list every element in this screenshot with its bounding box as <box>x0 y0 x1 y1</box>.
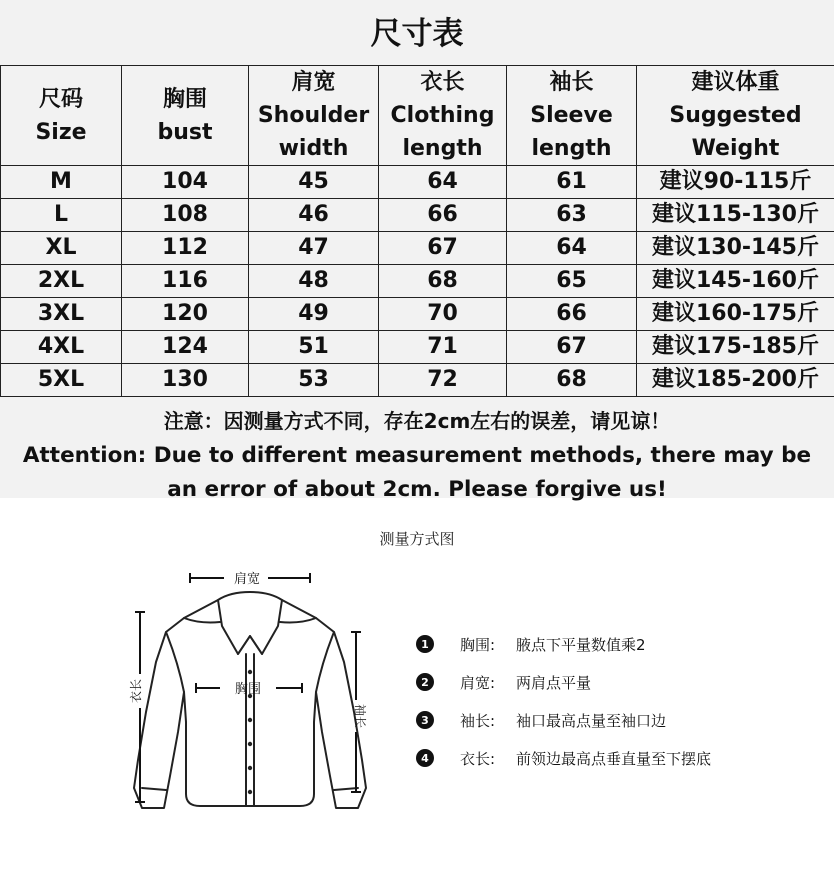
legend-item-clothing-length <box>416 739 711 777</box>
legend-description: 腋点下平量数值乘2 <box>516 635 646 654</box>
note-chinese: 注意：因测量方式不同，存在2cm左右的误差，请见谅！ <box>163 409 671 433</box>
table-row <box>1 298 834 331</box>
cell-shoulder: 49 <box>249 298 379 331</box>
cell-size: 3XL <box>1 298 122 331</box>
size-table <box>0 65 834 397</box>
sleeve-length-label: 袖长 <box>353 703 367 729</box>
shoulder-label: 肩宽 <box>233 572 261 587</box>
number-badge: 1 <box>416 635 434 653</box>
cell-shoulder: 46 <box>249 199 379 232</box>
table-header-row <box>1 66 834 166</box>
legend-description: 前领边最高点垂直量至下摆底 <box>516 749 712 768</box>
cell-clothing-length: 66 <box>379 199 507 232</box>
cell-size: 5XL <box>1 364 122 397</box>
cell-bust: 124 <box>122 331 249 364</box>
measurement-note <box>0 403 834 507</box>
header-suggested-weight: 建议体重 Suggested Weight <box>637 66 834 166</box>
cell-weight: 建议115-130斤 <box>637 199 834 232</box>
cell-weight: 建议145-160斤 <box>637 265 834 298</box>
cell-size: 4XL <box>1 331 122 364</box>
cell-shoulder: 53 <box>249 364 379 397</box>
cell-sleeve-length: 67 <box>507 331 637 364</box>
shirt-outline <box>134 600 366 808</box>
number-badge: 4 <box>416 749 434 767</box>
legend-item-bust <box>416 625 711 663</box>
legend-term: 胸围: <box>460 635 496 654</box>
cell-weight: 建议185-200斤 <box>637 364 834 397</box>
cell-weight: 建议90-115斤 <box>637 166 834 199</box>
cell-shoulder: 48 <box>249 265 379 298</box>
collar <box>218 592 282 654</box>
cell-size: 2XL <box>1 265 122 298</box>
header-clothing-length: 衣长 Clothing length <box>379 66 507 166</box>
legend-term: 肩宽: <box>460 673 496 692</box>
table-row <box>1 232 834 265</box>
note-english: Attention: Due to different measurement methods, there may be an error of about 2cm. Please forgive us! <box>22 443 812 502</box>
clothing-length-label: 衣长 <box>129 678 143 704</box>
cell-weight: 建议160-175斤 <box>637 298 834 331</box>
diagram-title: 测量方式图 <box>379 530 455 548</box>
cell-clothing-length: 67 <box>379 232 507 265</box>
header-sleeve-length: 袖长 Sleeve length <box>507 66 637 166</box>
cell-bust: 130 <box>122 364 249 397</box>
cell-shoulder: 45 <box>249 166 379 199</box>
cell-sleeve-length: 66 <box>507 298 637 331</box>
legend-item-shoulder <box>416 663 711 701</box>
number-badge: 3 <box>416 711 434 729</box>
table-row <box>1 166 834 199</box>
cell-bust: 112 <box>122 232 249 265</box>
cell-sleeve-length: 64 <box>507 232 637 265</box>
cell-clothing-length: 68 <box>379 265 507 298</box>
cell-shoulder: 47 <box>249 232 379 265</box>
table-row <box>1 364 834 397</box>
cell-clothing-length: 71 <box>379 331 507 364</box>
cell-bust: 108 <box>122 199 249 232</box>
table-row <box>1 199 834 232</box>
cell-clothing-length: 64 <box>379 166 507 199</box>
bust-label: 胸围 <box>234 682 262 697</box>
cell-bust: 120 <box>122 298 249 331</box>
page-title: 尺寸表 <box>370 16 464 52</box>
cell-sleeve-length: 65 <box>507 265 637 298</box>
legend-description: 袖口最高点量至袖口边 <box>516 711 667 730</box>
legend-term: 衣长: <box>460 749 496 768</box>
cell-clothing-length: 70 <box>379 298 507 331</box>
cell-weight: 建议130-145斤 <box>637 232 834 265</box>
cell-size: M <box>1 166 122 199</box>
cell-size: XL <box>1 232 122 265</box>
cell-bust: 104 <box>122 166 249 199</box>
cell-sleeve-length: 68 <box>507 364 637 397</box>
cell-sleeve-length: 63 <box>507 199 637 232</box>
cell-size: L <box>1 199 122 232</box>
cell-shoulder: 51 <box>249 331 379 364</box>
table-row <box>1 265 834 298</box>
header-size: 尺码 Size <box>1 66 122 166</box>
cell-weight: 建议175-185斤 <box>637 331 834 364</box>
legend-term: 袖长: <box>460 711 496 730</box>
header-bust: 胸围 bust <box>122 66 249 166</box>
cell-bust: 116 <box>122 265 249 298</box>
cell-sleeve-length: 61 <box>507 166 637 199</box>
cell-clothing-length: 72 <box>379 364 507 397</box>
header-shoulder-width: 肩宽 Shoulder width <box>249 66 379 166</box>
table-row <box>1 331 834 364</box>
legend-item-sleeve <box>416 701 711 739</box>
number-badge: 2 <box>416 673 434 691</box>
shirt-measurement-diagram <box>120 562 380 820</box>
legend-description: 两肩点平量 <box>516 673 592 692</box>
measurement-legend <box>416 625 711 777</box>
